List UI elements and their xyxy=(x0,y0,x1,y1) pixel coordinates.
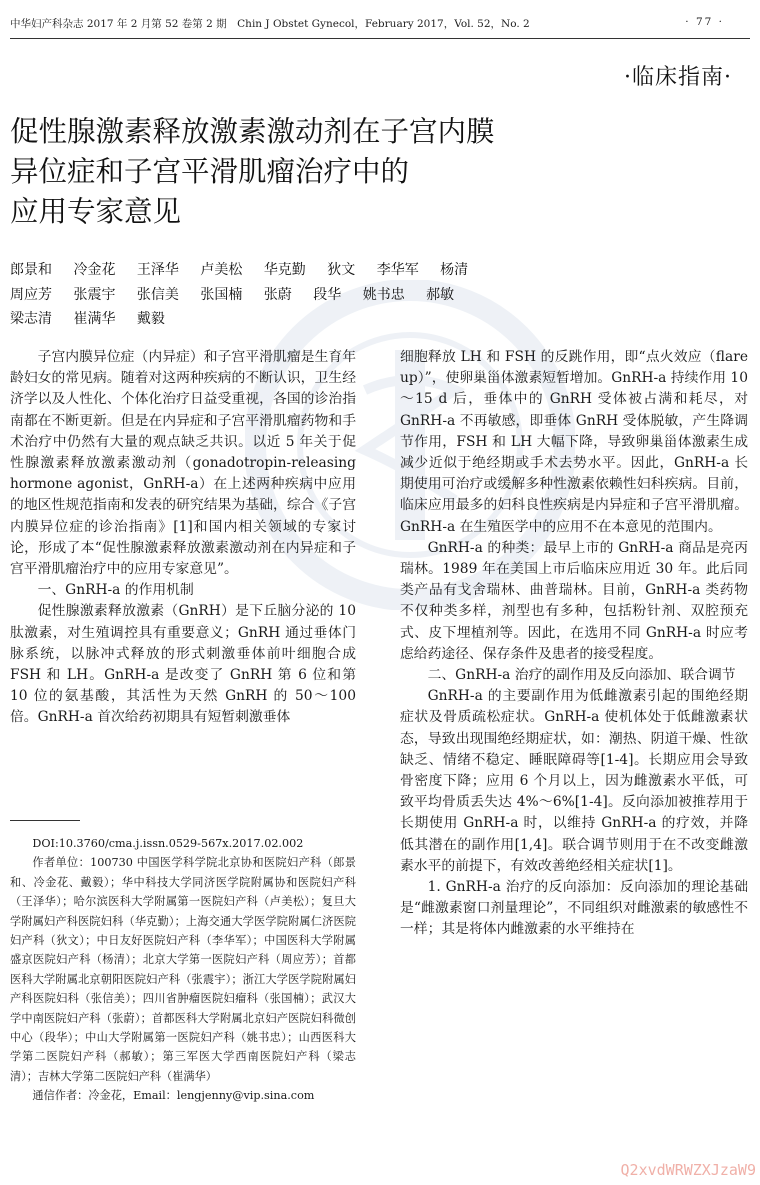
author-name: 卢美松 xyxy=(200,262,243,278)
bottom-watermark-text: Q2xvdWRWZXJzaW9 xyxy=(620,1161,756,1179)
page-number: · 77 · xyxy=(685,16,724,28)
author-name: 段华 xyxy=(313,286,342,303)
author-name: 周应芳 xyxy=(10,286,52,303)
correspondence: 通信作者：冷金花，Email：lengjenny@vip.sina.com xyxy=(32,1089,315,1103)
author-name: 郎景和 xyxy=(10,262,52,278)
title-line: 异位症和子宫平滑肌瘤治疗中的 xyxy=(10,155,410,188)
side-effects-paragraph: GnRH-a 的主要副作用为低雌激素引起的围绝经期症状及骨质疏松症状。GnRH-a 使机体处于低雌激素状态，导致出现围绝经期症状，如：潮热、阴道干燥、性欲缺乏、情绪不稳定、睡眠障碍等[1-4]。长期应用会导致骨密度下降；应用 6 个月以上，因为雌激素水平低，可致平均骨质丢失达 4%～6%[1-4]。反向添加被推荐用于长期使用 GnRH-a 时，以维持 GnRH-a 的疗效，并降低其潜在的副作用[1,4]。联合调节则用于在不改变雌激素水平的前提下，有效改善绝经相关症状[1]。 xyxy=(400,688,748,874)
author-list xyxy=(10,258,570,332)
header-rule xyxy=(10,38,750,39)
footnote-rule xyxy=(10,820,80,821)
title-line: 应用专家意见 xyxy=(10,195,182,228)
author-row xyxy=(10,283,570,308)
author-name: 狄文 xyxy=(327,262,356,278)
running-header xyxy=(0,14,760,34)
author-name: 杨清 xyxy=(440,262,469,278)
author-row xyxy=(10,307,570,332)
author-name: 张国楠 xyxy=(200,286,243,303)
author-name: 梁志清 xyxy=(10,311,52,327)
title-line: 促性腺激素释放激素激动剂在子宫内膜 xyxy=(10,115,495,148)
author-name: 张信美 xyxy=(136,286,179,303)
section-heading-mechanism: 一、GnRH-a 的作用机制 xyxy=(37,582,194,599)
affiliations: 作者单位：100730 中国医学科学院北京协和医院妇产科（郎景和、冷金花、戴毅）；华中科技大学同济医学院附属协和医院妇产科（王泽华）；哈尔滨医科大学附属第一医院妇产科（卢美松）；复旦大学附属妇产科医院妇科（华克勤）；上海交通大学医学院附属仁济医院妇产科（狄文）；中日友好医院妇产科（李华军）；中国医科大学附属盛京医院妇产科（杨清）；北京大学第一医院妇产科（周应芳）；首都医科大学附属北京朝阳医院妇产科（张震宇）；浙江大学医学院附属妇产科医院妇科（张信美）；四川省肿瘤医院妇瘤科（张国楠）；武汉大学中南医院妇产科（张蔚）；首都医科大学附属北京妇产医院妇科微创中心（段华）；中山大学附属第一医院妇产科（姚书忠）；山西医科大学第二医院妇产科（郝敏）；第三军医大学西南医院妇产科（梁志清）；吉林大学第二医院妇产科（崔满华） xyxy=(10,856,356,1083)
section-heading-side-effects: 二、GnRH-a 治疗的副作用及反向添加、联合调节 xyxy=(427,667,736,684)
section-tag: ·临床指南· xyxy=(624,65,732,90)
author-name: 崔满华 xyxy=(73,311,116,327)
author-name: 姚书忠 xyxy=(362,286,405,303)
mechanism-paragraph: 促性腺激素释放激素（GnRH）是下丘脑分泌的 10 肽激素，对生殖调控具有重要意义；GnRH 通过垂体门脉系统，以脉冲式释放的形式刺激垂体前叶细胞合成 FSH 和 LH。GnRH-a 是改变了 GnRH 第 6 位和第 10 位的氨基酸，其活性为天然 GnRH 的 50～100 倍。GnRH-a 首次给药初期具有短暂刺激垂体 xyxy=(10,603,356,726)
doi-line: DOI:10.3760/cma.j.issn.0529-567x.2017.02.002 xyxy=(32,837,304,850)
gnrh-types-paragraph: GnRH-a 的种类：最早上市的 GnRH-a 商品是亮丙瑞林。1989 年在美国上市后临床应用近 30 年。此后同类产品有戈舍瑞林、曲普瑞林。目前，GnRH-a 类药物不仅种类多样，剂型也有多种，包括粉针剂、双腔预充式、皮下埋植剂等。因此，在选用不同 GnRH-a 时应考虑给药途径、保存条件及患者的接受程度。 xyxy=(400,539,748,662)
mechanism-continued: 细胞释放 LH 和 FSH 的反跳作用，即“点火效应（flare up）”，使卵巢甾体激素短暂增加。GnRH-a 持续作用 10～15 d 后，垂体中的 GnRH 受体被占满和耗尽，对 GnRH-a 不再敏感，即垂体 GnRH 受体脱敏，产生降调节作用，FSH 和 LH 大幅下降，导致卵巢甾体激素生成减少近似于绝经期或手术去势水平。因此，GnRH-a 长期使用可治疗或缓解多种性激素依赖性妇科疾病。目前，临床应用最多的妇科良性疾病是内异症和子宫平滑肌瘤。GnRH-a 在生殖医学中的应用不在本意见的范围内。 xyxy=(400,349,748,535)
right-column xyxy=(400,347,748,941)
intro-paragraph: 子宫内膜异位症（内异症）和子宫平滑肌瘤是生育年龄妇女的常见病。随着对这两种疾病的不断认识，卫生经济学以及人性化、个体化治疗日益受重视，各国的诊治指南都在不断更新。但是在内异症和子宫平滑肌瘤药物和手术治疗中仍然有大量的观点缺乏共识。以近 5 年关于促性腺激素释放激素激动剂（gonadotropin-releasing hormone agonist，GnRH-a）在上述两种疾病中应用的地区性规范指南和发表的研究结果为基础，综合《子宫内膜异位症的诊治指南》[1]和国内相关领域的专家讨论，形成了本“促性腺激素释放激素激动剂在内异症和子宫平滑肌瘤治疗中的应用专家意见”。 xyxy=(10,349,356,578)
author-name: 张蔚 xyxy=(263,286,292,303)
author-name: 戴毅 xyxy=(136,311,165,327)
author-row xyxy=(10,258,570,283)
author-name: 冷金花 xyxy=(73,262,116,278)
footnotes xyxy=(10,834,356,1106)
author-name: 张震宇 xyxy=(73,286,116,303)
journal-citation: 中华妇产科杂志 2017 年 2 月第 52 卷第 2 期 Chin J Obstet Gynecol，February 2017，Vol. 52，No. 2 xyxy=(10,18,530,30)
author-name: 华克勤 xyxy=(263,262,306,278)
author-name: 李华军 xyxy=(376,262,419,278)
add-back-paragraph: 1. GnRH-a 治疗的反向添加：反向添加的理论基础是“雌激素窗口剂量理论”，不同组织对雌激素的敏感性不一样；其是将体内雌激素的水平维持在 xyxy=(400,879,748,938)
author-name: 王泽华 xyxy=(136,262,179,278)
article-title xyxy=(10,112,610,232)
left-column xyxy=(10,347,356,729)
author-name: 郝敏 xyxy=(426,286,455,303)
